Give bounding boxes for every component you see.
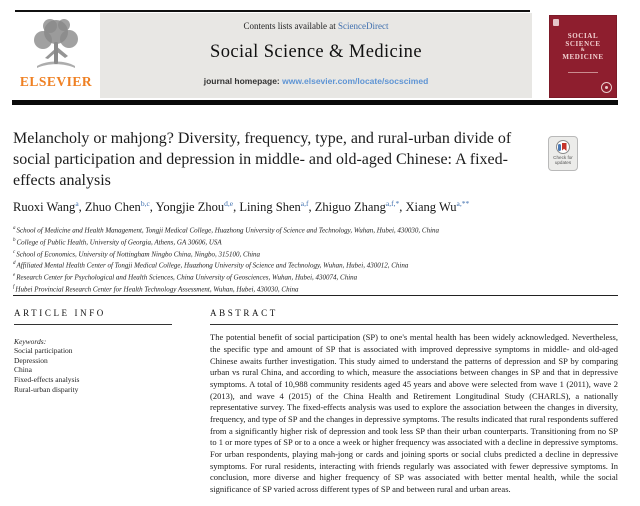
cover-title-line: SCIENCE — [565, 40, 601, 48]
affiliation-marker: a — [13, 226, 16, 231]
homepage-label: journal homepage: — [203, 76, 283, 86]
crossmark-icon — [556, 140, 570, 154]
header-divider-bar — [12, 100, 618, 105]
journal-cover-thumbnail[interactable] — [549, 15, 617, 98]
keyword-item: Fixed-effects analysis — [14, 375, 80, 385]
author-name: Lining Shen$^{a,f}$ — [239, 199, 309, 215]
affiliation-marker: f — [13, 285, 15, 291]
article-info-section — [14, 308, 172, 394]
author-name: Zhiguo Zhang$^{a,f,*}$ — [314, 199, 400, 215]
journal-title: Social Science & Medicine — [210, 42, 422, 62]
affiliation-marker: b — [13, 237, 16, 243]
header-top-rule — [15, 10, 530, 12]
keyword-item: China — [14, 365, 32, 375]
cover-title-line: & — [580, 48, 586, 53]
cover-publisher-mark-icon — [553, 19, 559, 26]
author-affiliation-marker: a,f,* — [385, 199, 400, 208]
affiliation-line: $^a$School of Medicine and Health Management, Tongji Medical College, Huazhong University of Science and Technology, Wuhan, Hubei, 430030, China — [13, 226, 440, 235]
cover-title-line: SOCIAL — [567, 32, 599, 40]
journal-header-band — [100, 13, 532, 98]
author-name: Zhuo Chen$^{b,c}$ — [84, 199, 150, 215]
cover-seal-icon — [601, 82, 612, 93]
affiliation-line: $^c$School of Economics, University of Nottingham Ningbo China, Ningbo, 315100, China — [13, 249, 261, 258]
abstract-text: The potential benefit of social participation (SP) to one's mental health has been widely acknowledged. Nevertheless, the specific type and amount of SP that is associated with improved depressive symptoms in middle- and old-aged Chinese awaits further investigation. This study aimed to understand the patterns of depression and SP by comparing urban vs rural China, and according to which, measure the associations between changes in SP and that in depressive symptoms. A total of 10,988 community residents aged 45 years and above were selected from wave 1 (2011), wave 2 (2013), and wave 4 (2015) of the China Health and Retirement Longitudinal Study (CHARLS), a nationally representative survey. The fixed-effects analysis was used to explore the association between the changes in diversity, frequency, and type of SP and the changes in depressive symptoms. The results indicated that rural respondents suffered from a significantly higher risk of depression and took less SP than their urban counterparts. Transitioning from no SP to 1 or more types of SP or to a once a week or higher frequency was associated with a decline in depressive symptoms. For urban respondents, playing mah-jong or cards and joining sports or social clubs predicted a decline in depressive symptoms. For rural residents, interacting with friends regularly was associated with fewer depressive symptoms. In conclusion, more diverse and higher frequency of SP was associated with better mental health, while the social significance of SP varied across different types of SP and between rural and urban areas. — [210, 332, 618, 494]
elsevier-wordmark: ELSEVIER — [19, 74, 93, 89]
article-info-rule — [14, 324, 172, 325]
author-name: Yongjie Zhou$^{d,e}$ — [155, 199, 234, 215]
author-name: Ruoxi Wang$^a$ — [13, 199, 79, 215]
keyword-item: Social participation — [14, 346, 73, 356]
contents-line-text: Contents lists available at — [243, 21, 338, 31]
journal-homepage-link[interactable]: www.elsevier.com/locate/socscimed — [282, 76, 429, 86]
affiliation-marker: e — [13, 273, 16, 279]
cover-title — [549, 32, 617, 61]
abstract-rule — [210, 324, 618, 325]
author-affiliation-marker: a,** — [456, 199, 470, 208]
cover-rule — [568, 72, 598, 73]
author-affiliation-marker: b,c — [140, 199, 150, 208]
homepage-line — [100, 76, 532, 86]
sciencedirect-link[interactable]: ScienceDirect — [338, 21, 389, 31]
check-for-updates-label: Check for updates — [553, 155, 573, 166]
affiliation-line: $^f$Hubei Provincial Research Center for Health Technology Assessment, Wuhan, Hubei, 430030, China — [13, 285, 299, 294]
keyword-item: Depression — [14, 355, 48, 365]
cover-title-line: MEDICINE — [562, 53, 604, 61]
affiliation-marker: c — [13, 249, 16, 255]
keyword-item: Rural-urban disparity — [14, 384, 79, 394]
check-for-updates-badge[interactable] — [548, 136, 578, 171]
affiliation-line: $^b$College of Public Health, University of Georgia, Athens, GA 30606, USA — [13, 237, 222, 247]
affiliations-divider — [13, 295, 618, 296]
author-affiliation-marker: a,f — [300, 199, 309, 208]
keyword-list — [14, 346, 172, 394]
elsevier-logo — [14, 14, 98, 98]
abstract-heading: ABSTRACT — [210, 308, 278, 318]
affiliation-list — [13, 224, 623, 295]
abstract-section — [210, 308, 618, 495]
affiliation-marker: d — [13, 261, 16, 267]
author-affiliation-marker: d,e — [224, 199, 234, 208]
article-info-heading: ARTICLE INFO — [14, 308, 106, 318]
author-list: Ruoxi Wang$^a$, Zhuo Chen$^{b,c}$, Yongjie Zhou$^{d,e}$, Lining Shen$^{a,f}$, Zhiguo Zhang$^{a,f,*}$, Xiang $Wu^{a,**}$ — [13, 199, 470, 215]
author-affiliation-marker: a — [75, 199, 79, 208]
article-title: Melancholy or mahjong? Diversity, frequency, type, and rural-urban divide of social participation and depression in middle- and old-aged Chinese: A fixed-effects analysis — [13, 130, 512, 189]
elsevier-tree-icon — [25, 14, 87, 76]
author-name: Xiang $Wu^{a,**}$ — [405, 199, 470, 215]
affiliation-line: $^d$Affiliated Mental Health Center of Tongji Medical College, Huazhong University of Science and Technology, Wuhan, Hubei, 430012, China — [13, 261, 409, 270]
contents-line — [100, 21, 532, 31]
keywords-label: Keywords: — [14, 337, 47, 347]
affiliation-line: $^e$Research Center for Psychological and Health Sciences, China University of Geosciences, Wuhan, Hubei, 430074, China — [13, 273, 358, 282]
